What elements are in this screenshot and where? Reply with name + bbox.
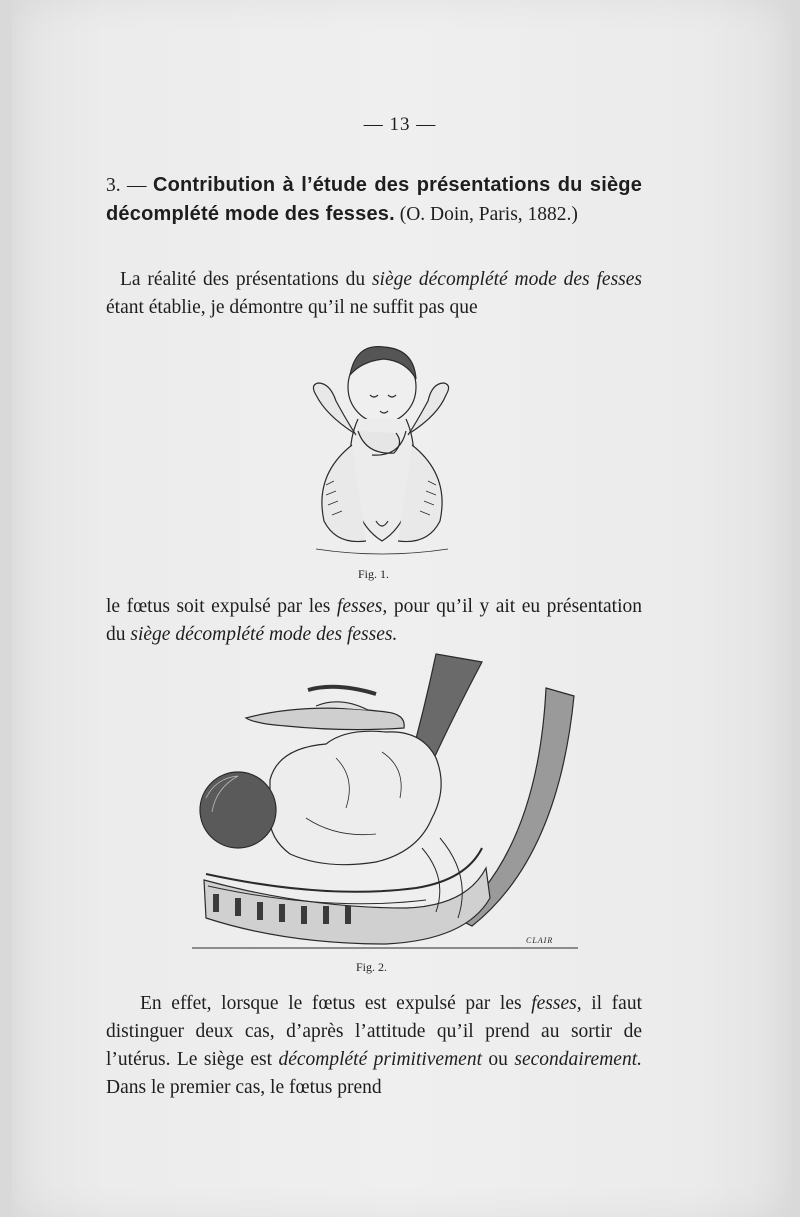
heading-source: (O. Doin, Paris, 1882.) [394, 204, 578, 225]
paragraph-3-text-1: En effet, lorsque le fœtus est expulsé par les [140, 993, 532, 1014]
paragraph-1-italic: siège décomplété mode des fesses [371, 269, 642, 290]
paragraph-2-text-mid: pour qu’il y ait eu présentation du [106, 596, 642, 645]
figure-2-engraving [186, 648, 581, 953]
paragraph-3-italic-3: secondairement. [514, 1049, 642, 1070]
paragraph-2-text: le fœtus soit expulsé par les [106, 596, 337, 617]
section-heading [106, 171, 642, 229]
figure-1-caption: Fig. 1. [358, 567, 390, 581]
paragraph-2-italic-1: fesses, [336, 596, 388, 617]
figure-1-engraving [296, 335, 468, 565]
figure-2-caption: Fig. 2. [356, 960, 388, 974]
heading-number: 3. — [106, 175, 153, 196]
paragraph-3-text-3: ou [482, 1049, 515, 1070]
paragraph-3-italic-2: décomplété primitivement [278, 1049, 482, 1070]
page-number: — 13 — [363, 114, 437, 135]
paragraph-1 [106, 266, 642, 322]
paragraph-2 [106, 593, 642, 649]
heading-title: Contribution à l’étude des présentations du siège décomplété mode des fesses. [106, 174, 643, 225]
paragraph-2-italic-2: siège décomplété mode des fesses. [130, 624, 398, 645]
figure-2-signature: CLAIR [526, 936, 554, 945]
paragraph-3-italic-1: fesses, [531, 993, 582, 1014]
paragraph-1-text-end: étant établie, je démontre qu’il ne suffit pas que [106, 297, 478, 318]
paragraph-1-text: La réalité des présentations du [120, 269, 372, 290]
paragraph-3 [106, 990, 642, 1102]
paragraph-3-text-4: Dans le premier cas, le fœtus prend [106, 1077, 382, 1098]
paragraph-3-text-2: il faut distinguer deux cas, d’après l’attitude qu’il prend au sortir de l’utérus. Le siège est [106, 993, 642, 1070]
